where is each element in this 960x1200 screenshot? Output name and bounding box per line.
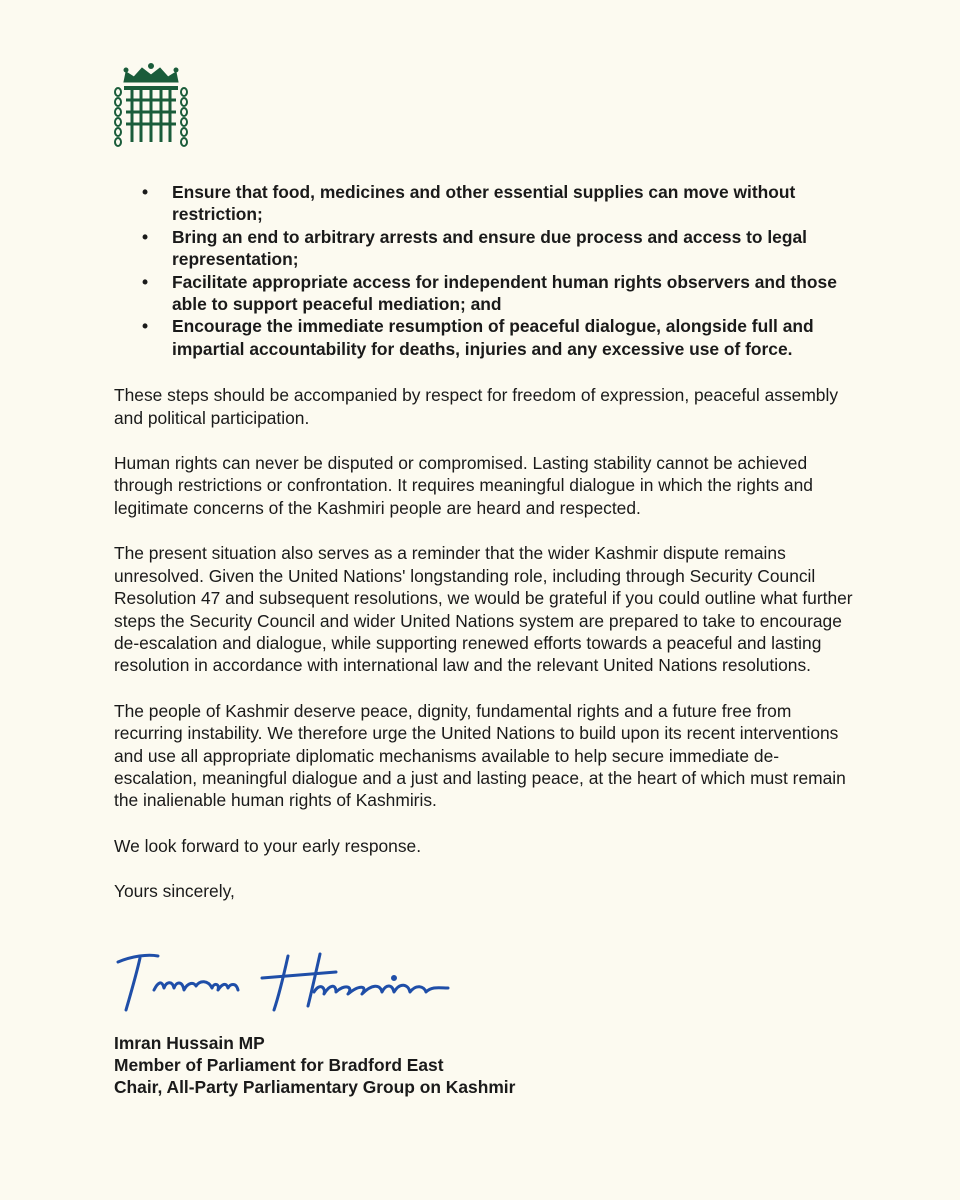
bullet-icon: • (142, 226, 149, 247)
signature (114, 926, 854, 1022)
bullet-icon: • (142, 316, 149, 337)
demand-text: Ensure that food, medicines and other essential supplies can move without restriction; (172, 182, 796, 225)
signatory-role: Member of Parliament for Bradford East (114, 1054, 444, 1075)
paragraph: We look forward to your early response. (114, 835, 422, 856)
bullet-icon: • (142, 182, 149, 202)
demands-list (114, 181, 854, 360)
list-item (114, 226, 854, 271)
closing: Yours sincerely, (114, 881, 235, 902)
demand-text: Encourage the immediate resumption of peaceful dialogue, alongside full and impartial accountability for deaths, injuries and any excessive use of force. (172, 316, 814, 359)
signatory-name: Imran Hussain MP (114, 1032, 265, 1053)
list-item (114, 271, 854, 316)
portcullis-crown-icon (112, 62, 190, 154)
bullet-icon: • (142, 271, 149, 292)
handwritten-signature (114, 926, 454, 1022)
signatory-block (114, 1032, 854, 1098)
signatory-chair: Chair, All-Party Parliamentary Group on Kashmir (114, 1076, 516, 1097)
demand-text: Facilitate appropriate access for independent human rights observers and those able to support peaceful mediation; and (172, 271, 837, 315)
list-item (114, 315, 854, 360)
paragraph: Human rights can never be disputed or compromised. Lasting stability cannot be achieved through restrictions or confrontation. It requires meaningful dialogue in which the rights and legitimate concerns of the Kashmiri people are heard and respected. (114, 453, 813, 518)
letter-body (114, 181, 854, 1098)
list-item (114, 181, 854, 226)
paragraph: The present situation also serves as a reminder that the wider Kashmir dispute remains unresolved. Given the United Nations' longstanding role, including through Security Council Resolution 47 and subsequent resolutions, we would be grateful if you could outline what further steps the Security Council and wider United Nations system are prepared to take to encourage de-escalation and dialogue, while supporting renewed efforts towards a peaceful and lasting resolution in accordance with international law and the relevant United Nations resolutions. (114, 543, 853, 676)
paragraph: The people of Kashmir deserve peace, dignity, fundamental rights and a future free from recurring instability. We therefore urge the United Nations to build upon its recent interventions and use all appropriate diplomatic mechanisms available to help secure immediate de-escalation, meaningful dialogue and a just and lasting peace, at the heart of which must remain the inalienable human rights of Kashmiris. (114, 700, 846, 811)
demand-text: Bring an end to arbitrary arrests and ensure due process and access to legal representation; (172, 226, 807, 270)
paragraph: These steps should be accompanied by respect for freedom of expression, peaceful assembly and political participation. (114, 385, 839, 428)
